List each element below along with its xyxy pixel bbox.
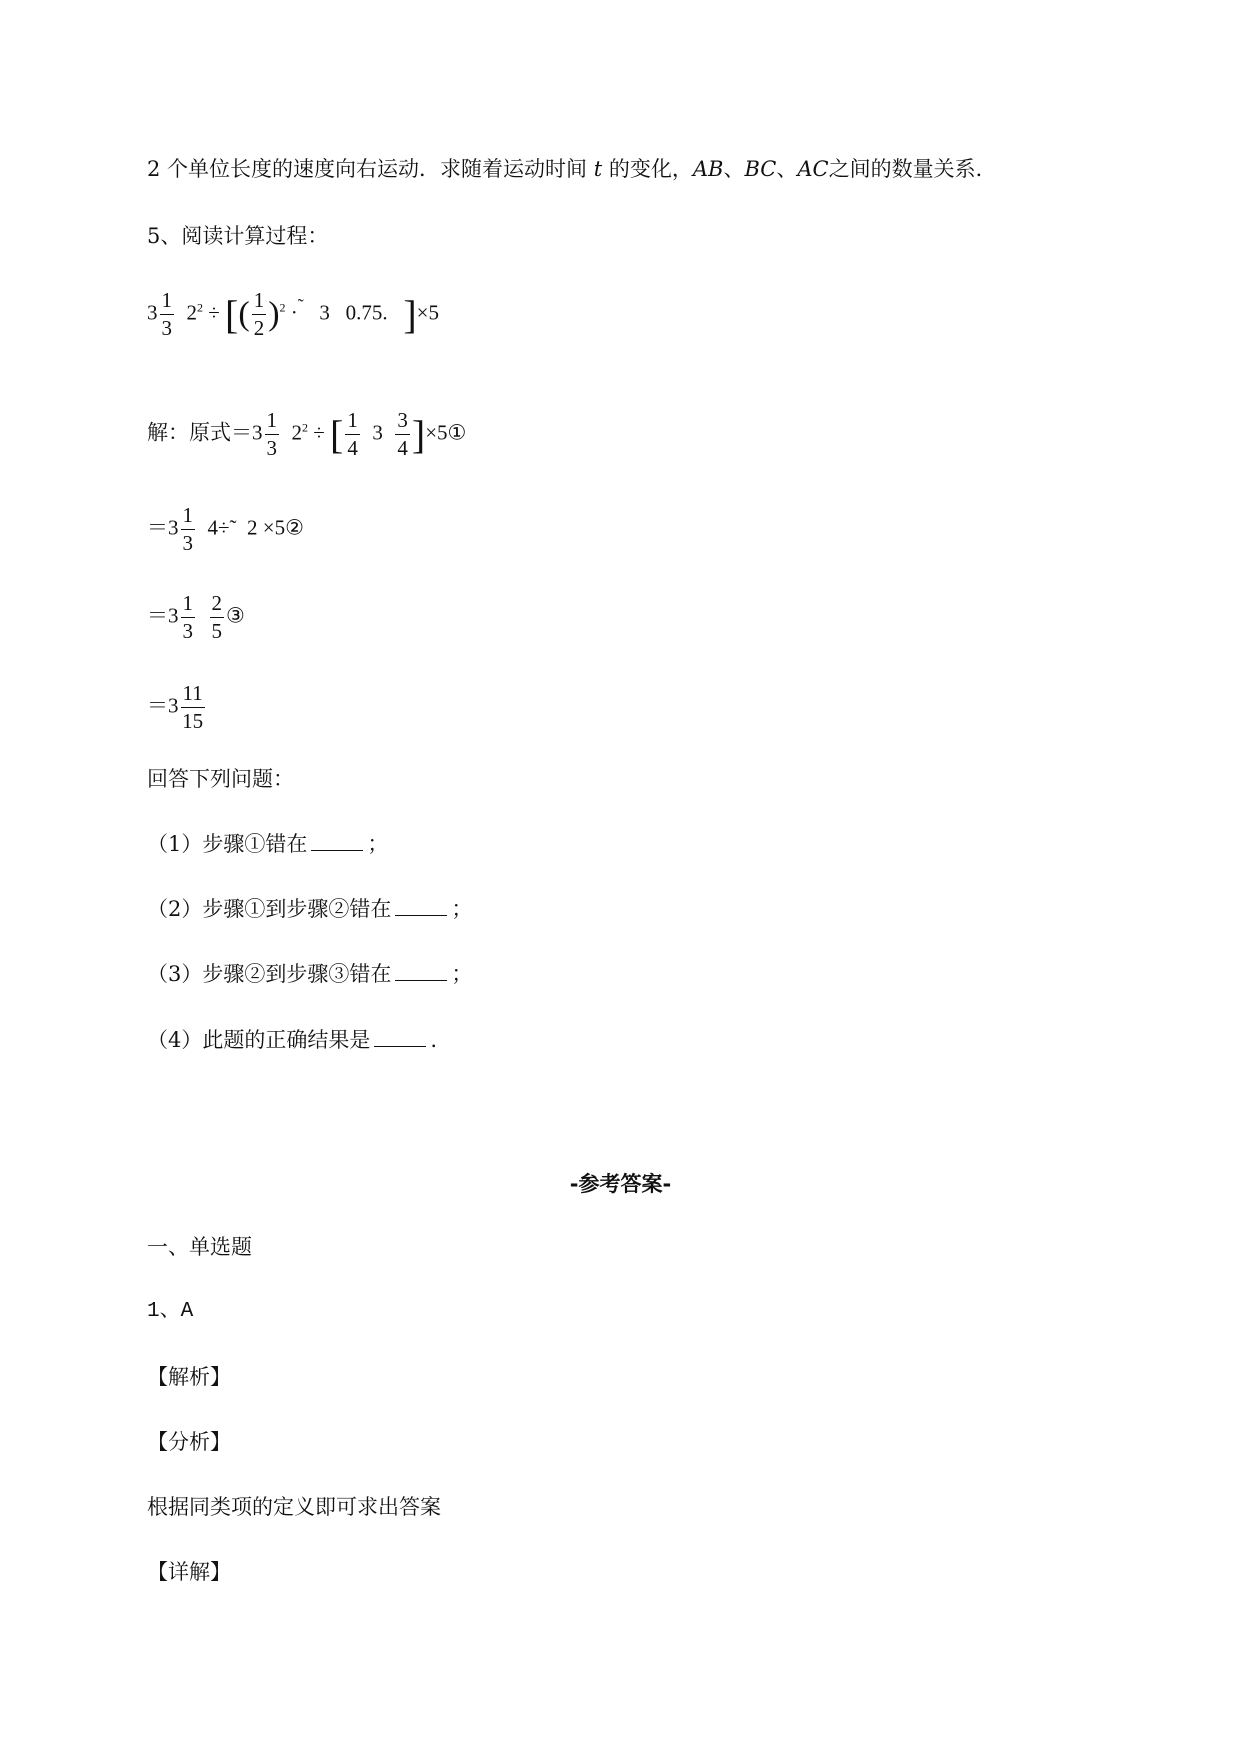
step1-suffix: ×5① (425, 420, 467, 445)
answer-blank[interactable] (374, 1028, 426, 1047)
dot-mark: . (382, 300, 388, 325)
solution-step-1 (147, 410, 466, 459)
left-bracket: [ (330, 412, 344, 457)
solution-step-3 (147, 593, 245, 642)
sub-question-1 (147, 830, 388, 858)
right-bracket: ] (403, 292, 417, 337)
sub-question-text: （1）步骤①错在 (147, 832, 308, 856)
fraction: $\frac{1}{3}$ (182, 503, 193, 555)
punctuation: ； (451, 897, 473, 921)
sub-question-4 (147, 1026, 437, 1054)
step3-suffix: ③ (226, 603, 245, 628)
continuation-part1: 2 个单位长度的速度向右运动．求随着运动时间 (147, 157, 588, 181)
answers-heading: -参考答案- (569, 1172, 672, 1196)
times-five: ×5 (416, 300, 440, 325)
step1-prefix: 解：原式＝3 (147, 420, 263, 445)
step4-prefix: ＝3 (147, 693, 179, 718)
continuation-part3: 之间的数量关系． (828, 157, 997, 181)
answer-item-1: 1、A (147, 1300, 194, 1323)
sub-question-2 (147, 895, 472, 923)
segment-ab: AB (692, 157, 724, 181)
segment-bc: BC (744, 157, 777, 181)
tilde-mark: ˜ (297, 295, 304, 316)
solution-step-2 (147, 505, 304, 554)
number-three: 3 (319, 300, 330, 325)
continuation-part2: 的变化， (608, 157, 693, 181)
section-title: 一、单选题 (147, 1235, 252, 1259)
segment-ac: AC (797, 157, 829, 181)
left-paren: ( (238, 295, 250, 333)
variable-t: t (593, 157, 603, 181)
answer-prompt: 回答下列问题： (147, 767, 294, 791)
inner-fraction: $\frac{1}{2}$ (253, 288, 265, 340)
problem-continuation (147, 155, 997, 183)
decimal-value: 0.75 (345, 300, 383, 325)
jiexi-label: 【解析】 (147, 1365, 231, 1389)
fraction: $\frac{1}{4}$ (347, 408, 358, 460)
step2-prefix: ＝3 (147, 515, 179, 540)
sub-question-3 (147, 960, 472, 988)
original-expression (147, 290, 439, 339)
divide-sign: ÷ (313, 420, 325, 445)
step2-suffix: ×5② (262, 515, 304, 540)
left-bracket: [ (225, 292, 239, 337)
power-exponent: 2 (197, 300, 203, 315)
inner-exponent: 2 (279, 300, 286, 315)
question-5-title: 5、阅读计算过程： (147, 224, 329, 248)
punctuation: . (430, 1028, 438, 1052)
punctuation: ； (367, 832, 389, 856)
fraction: $\frac{11}{15}$ (182, 681, 204, 733)
punctuation: ； (451, 962, 473, 986)
power-base: 2 (186, 300, 197, 325)
step2-middle: 4÷˜ (207, 515, 237, 540)
sub-question-text: （3）步骤②到步骤③错在 (147, 962, 392, 986)
separator: 、 (723, 157, 745, 181)
right-paren: ) (268, 295, 280, 333)
mid-dot: · (290, 300, 298, 325)
whole-number: 3 (147, 300, 158, 325)
answer-blank[interactable] (395, 897, 447, 916)
fenxi-label: 【分析】 (147, 1430, 231, 1454)
number-two: 2 (247, 515, 258, 540)
divide-sign: ÷ (208, 300, 220, 325)
fraction: $\frac{1}{3}$ (161, 288, 172, 340)
fraction: $\frac{1}{3}$ (182, 591, 193, 643)
power-exponent: 2 (302, 420, 308, 435)
fraction: $\frac{3}{4}$ (397, 408, 408, 460)
answer-blank[interactable] (395, 962, 447, 981)
fraction: $\frac{1}{3}$ (266, 408, 277, 460)
sub-question-text: （4）此题的正确结果是 (147, 1028, 371, 1052)
sub-question-text: （2）步骤①到步骤②错在 (147, 897, 392, 921)
separator: 、 (776, 157, 798, 181)
answer-blank[interactable] (311, 832, 363, 851)
step3-prefix: ＝3 (147, 603, 179, 628)
number-three: 3 (372, 420, 383, 445)
xiangjie-label: 【详解】 (147, 1560, 231, 1584)
analysis-text: 根据同类项的定义即可求出答案 (147, 1495, 441, 1519)
fraction: $\frac{2}{5}$ (211, 591, 222, 643)
solution-step-4 (147, 683, 207, 732)
power-base: 2 (291, 420, 302, 445)
right-bracket: ] (411, 412, 426, 457)
